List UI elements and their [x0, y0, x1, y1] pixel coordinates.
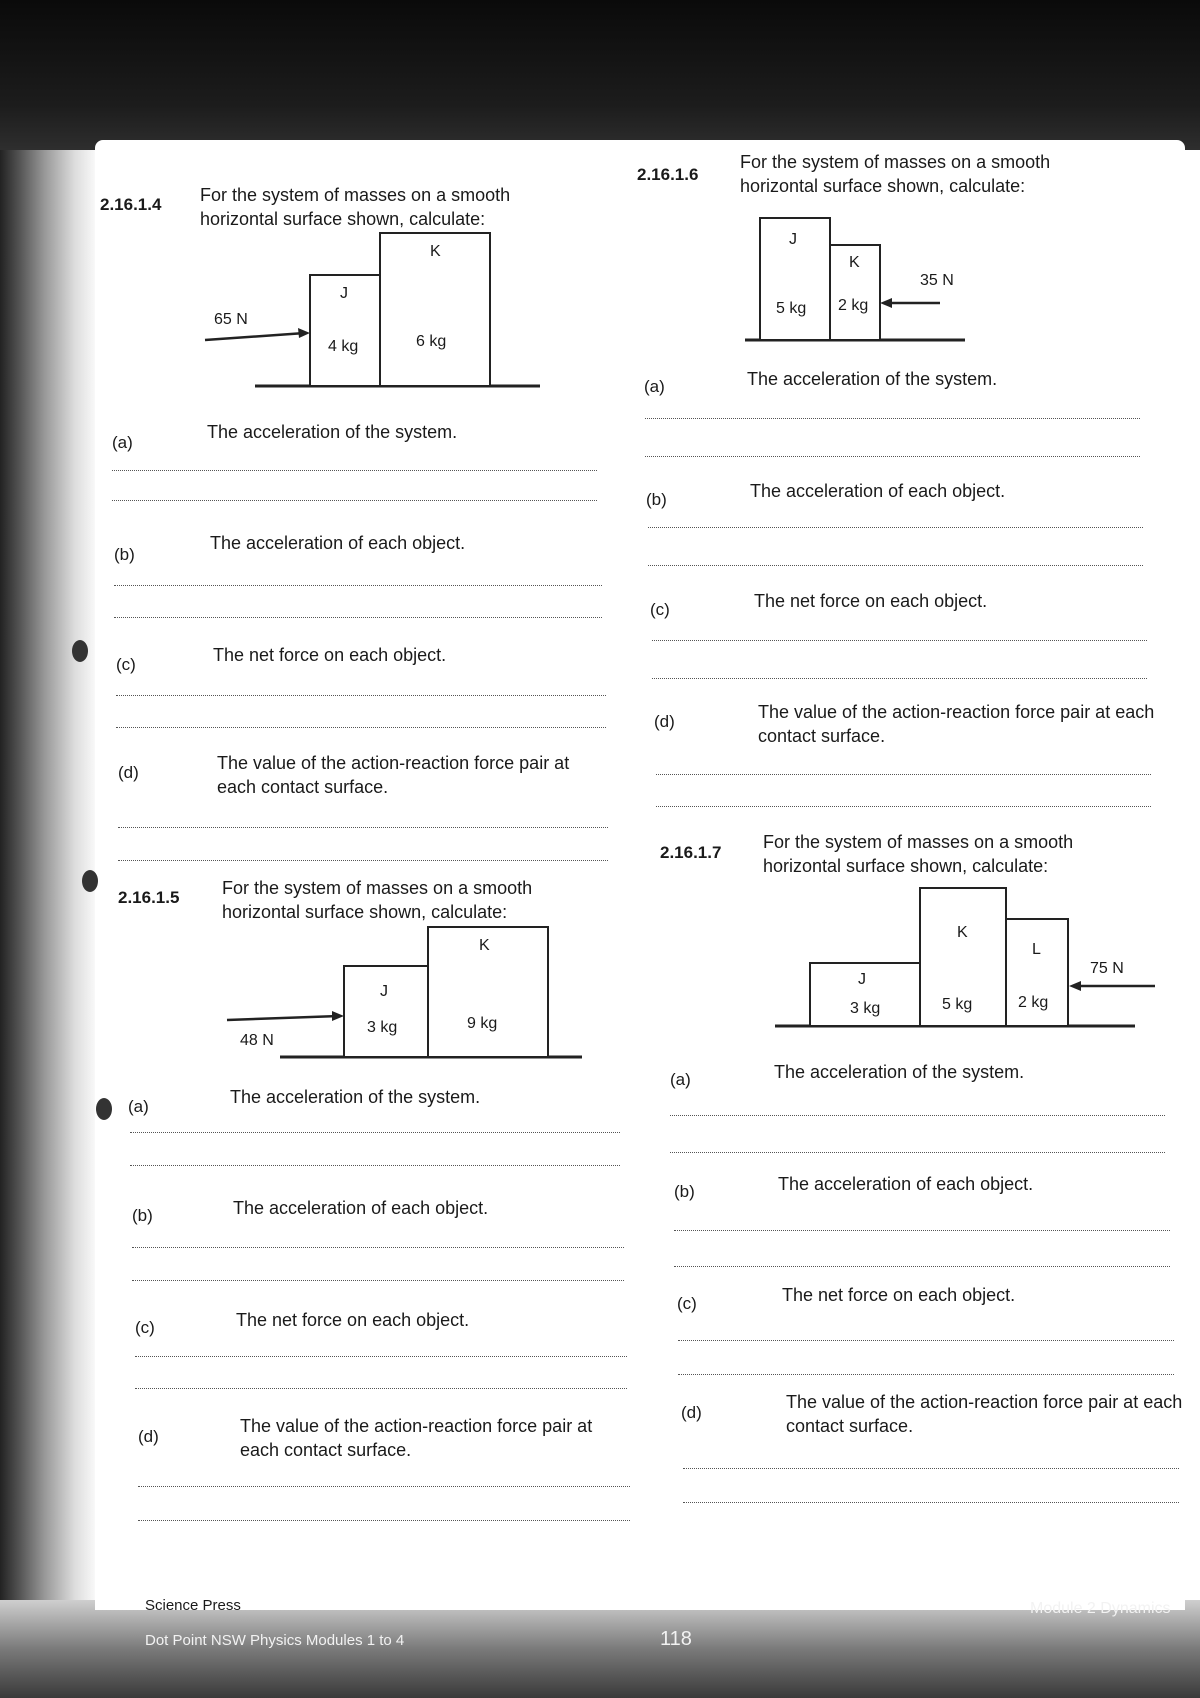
- block-j-label: J: [789, 231, 797, 248]
- question-number: 2.16.1.5: [118, 888, 180, 907]
- part-text: The acceleration of the system.: [230, 1087, 481, 1107]
- margin-bullet: [72, 640, 88, 662]
- page-top-shadow: [0, 0, 1200, 150]
- answer-line-0-1-2[interactable]: [114, 617, 602, 618]
- part-letter: (c): [135, 1318, 155, 1337]
- block-k-mass: 2 kg: [838, 297, 869, 314]
- block-l-label: L: [1032, 941, 1041, 958]
- block-j-mass: 3 kg: [850, 1000, 881, 1017]
- answer-line-0-1-1[interactable]: [114, 585, 602, 586]
- force-label: 65 N: [214, 311, 248, 328]
- answer-line-3-0-2[interactable]: [670, 1152, 1165, 1153]
- block-k-mass: 9 kg: [467, 1015, 498, 1032]
- block-j-label: J: [380, 983, 388, 1000]
- force-arrowhead: [1069, 981, 1081, 991]
- block-j-mass: 4 kg: [328, 338, 359, 355]
- answer-line-3-3-2[interactable]: [683, 1502, 1179, 1503]
- block-diagram: [222, 920, 592, 1070]
- block-j-mass: 5 kg: [776, 300, 807, 317]
- answer-line-1-3-1[interactable]: [138, 1486, 630, 1487]
- answer-line-2-1-2[interactable]: [648, 565, 1143, 566]
- answer-line-1-0-1[interactable]: [130, 1132, 620, 1133]
- part-letter: (d): [681, 1403, 702, 1422]
- force-arrow: [227, 1016, 339, 1020]
- part-letter: (b): [646, 490, 667, 509]
- block-k-mass: 5 kg: [942, 996, 973, 1013]
- part-letter: (c): [677, 1294, 697, 1313]
- answer-line-0-2-2[interactable]: [116, 727, 606, 728]
- part-letter: (c): [116, 655, 136, 674]
- footer-publisher: Science Press: [145, 1597, 241, 1614]
- part-letter: (a): [128, 1097, 149, 1116]
- part-text: The value of the action-reaction force pair at each contact surface.: [758, 702, 1155, 746]
- answer-line-2-1-1[interactable]: [648, 527, 1143, 528]
- part-text: The net force on each object.: [782, 1285, 1016, 1305]
- question-number: 2.16.1.4: [100, 195, 162, 214]
- part-letter: (b): [674, 1182, 695, 1201]
- footer-book-title: Dot Point NSW Physics Modules 1 to 4: [145, 1632, 405, 1649]
- force-label: 48 N: [240, 1032, 274, 1049]
- answer-line-2-3-2[interactable]: [656, 806, 1151, 807]
- block-j: [344, 966, 428, 1057]
- part-letter: (a): [112, 433, 133, 452]
- answer-line-2-3-1[interactable]: [656, 774, 1151, 775]
- part-text: The value of the action-reaction force pair at each contact surface.: [240, 1416, 593, 1460]
- part-letter: (a): [670, 1070, 691, 1089]
- part-text: The net force on each object.: [754, 591, 988, 611]
- answer-line-1-1-1[interactable]: [132, 1247, 624, 1248]
- part-text: The net force on each object.: [236, 1310, 470, 1330]
- page-bottom-band: [0, 1600, 1200, 1698]
- question-number: 2.16.1.6: [637, 165, 699, 184]
- answer-line-3-2-2[interactable]: [678, 1374, 1174, 1375]
- part-text: The acceleration of each object.: [210, 533, 466, 553]
- block-k-label: K: [957, 924, 968, 941]
- part-text: The acceleration of the system.: [774, 1062, 1025, 1082]
- margin-bullet: [96, 1098, 112, 1120]
- part-text: The net force on each object.: [213, 645, 447, 665]
- part-letter: (c): [650, 600, 670, 619]
- answer-line-3-2-1[interactable]: [678, 1340, 1174, 1341]
- answer-line-1-2-1[interactable]: [135, 1356, 627, 1357]
- question-prompt: For the system of masses on a smooth horizontal surface shown, calculate:: [763, 832, 1074, 876]
- part-letter: (d): [118, 763, 139, 782]
- answer-line-3-1-1[interactable]: [674, 1230, 1170, 1231]
- part-letter: (d): [654, 712, 675, 731]
- answer-line-1-2-2[interactable]: [135, 1388, 627, 1389]
- part-letter: (d): [138, 1427, 159, 1446]
- part-letter: (b): [114, 545, 135, 564]
- question-prompt: For the system of masses on a smooth horizontal surface shown, calculate:: [200, 185, 511, 229]
- part-text: The acceleration of the system.: [747, 369, 998, 389]
- page-number: 118: [660, 1628, 692, 1650]
- answer-line-2-2-2[interactable]: [652, 678, 1147, 679]
- answer-line-3-0-1[interactable]: [670, 1115, 1165, 1116]
- answer-line-1-0-2[interactable]: [130, 1165, 620, 1166]
- part-text: The acceleration of the system.: [207, 422, 458, 442]
- block-j-label: J: [858, 971, 866, 988]
- answer-line-0-0-2[interactable]: [112, 500, 597, 501]
- block-diagram: [200, 228, 560, 403]
- block-j-mass: 3 kg: [367, 1019, 398, 1036]
- question-prompt: For the system of masses on a smooth horizontal surface shown, calculate:: [222, 878, 533, 922]
- answer-line-2-0-2[interactable]: [645, 456, 1140, 457]
- answer-line-0-3-1[interactable]: [118, 827, 608, 828]
- block-k-label: K: [479, 937, 490, 954]
- block-k-label: K: [430, 243, 441, 260]
- answer-line-0-2-1[interactable]: [116, 695, 606, 696]
- footer-module: Module 2 Dynamics: [1030, 1600, 1171, 1617]
- force-arrow: [205, 333, 305, 340]
- answer-line-3-1-2[interactable]: [674, 1266, 1170, 1267]
- force-arrowhead: [332, 1011, 344, 1021]
- answer-line-0-0-1[interactable]: [112, 470, 597, 471]
- page-binding-shadow: [0, 150, 100, 1650]
- margin-bullet: [82, 870, 98, 892]
- block-diagram: [770, 883, 1170, 1043]
- part-text: The value of the action-reaction force pair at each contact surface.: [786, 1392, 1183, 1436]
- part-letter: (b): [132, 1206, 153, 1225]
- force-label: 35 N: [920, 272, 954, 289]
- answer-line-2-0-1[interactable]: [645, 418, 1140, 419]
- block-diagram: [740, 210, 980, 350]
- part-text: The acceleration of each object.: [778, 1174, 1034, 1194]
- force-arrowhead: [298, 328, 310, 338]
- block-k-mass: 6 kg: [416, 333, 447, 350]
- block-l-mass: 2 kg: [1018, 994, 1049, 1011]
- part-text: The acceleration of each object.: [233, 1198, 489, 1218]
- block-j-label: J: [340, 285, 348, 302]
- block-k-label: K: [849, 254, 860, 271]
- part-text: The acceleration of each object.: [750, 481, 1006, 501]
- question-number: 2.16.1.7: [660, 843, 722, 862]
- part-letter: (a): [644, 377, 665, 396]
- answer-line-1-3-2[interactable]: [138, 1520, 630, 1521]
- force-label: 75 N: [1090, 960, 1124, 977]
- force-arrowhead: [880, 298, 892, 308]
- answer-line-0-3-2[interactable]: [118, 860, 608, 861]
- answer-line-1-1-2[interactable]: [132, 1280, 624, 1281]
- part-text: The value of the action-reaction force pair at each contact surface.: [217, 753, 570, 797]
- answer-line-3-3-1[interactable]: [683, 1468, 1179, 1469]
- question-prompt: For the system of masses on a smooth horizontal surface shown, calculate:: [740, 152, 1051, 196]
- answer-line-2-2-1[interactable]: [652, 640, 1147, 641]
